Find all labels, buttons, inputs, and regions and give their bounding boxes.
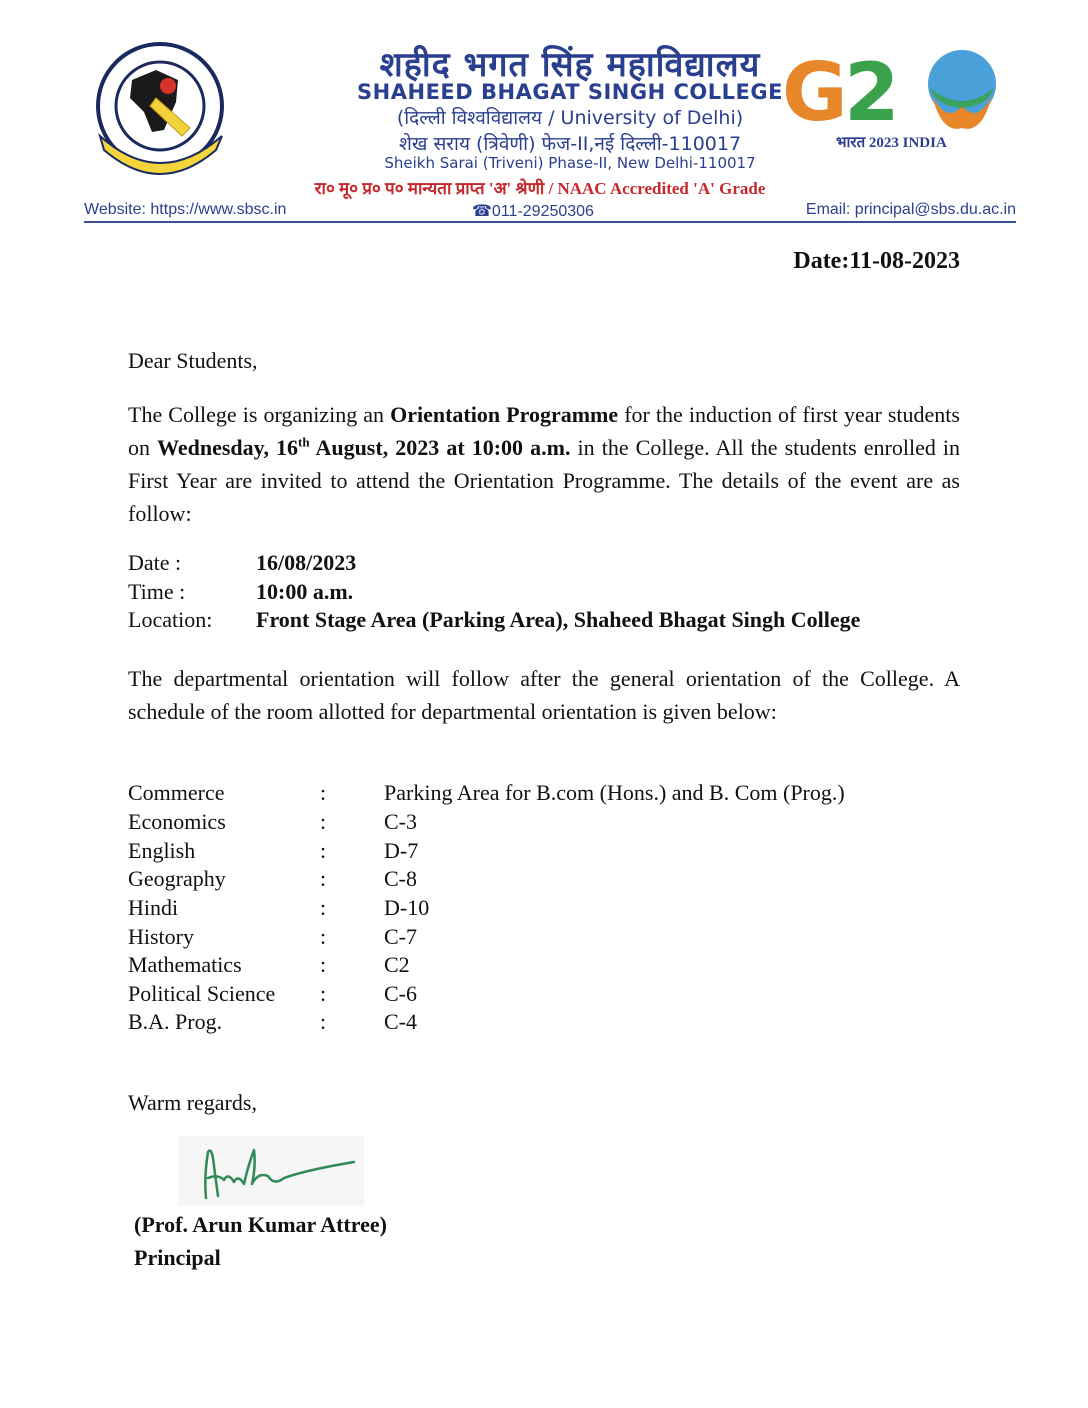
- event-location-row: [128, 607, 968, 636]
- room-allotted: C-8: [384, 866, 417, 891]
- event-time-row: [128, 579, 968, 608]
- room-allotted: C-4: [384, 1009, 417, 1034]
- signer-name: (Prof. Arun Kumar Attree): [134, 1212, 387, 1237]
- website-link[interactable]: Website: https://www.sbsc.in: [84, 201, 287, 218]
- department-name: Geography: [128, 866, 226, 891]
- room-allotted: D-10: [384, 895, 430, 920]
- event-time-value: 10:00 a.m.: [256, 579, 354, 604]
- event-date-value: 16/08/2023: [256, 550, 357, 575]
- department-name: Mathematics: [128, 952, 242, 977]
- room-allotted: D-7: [384, 838, 419, 863]
- contact-row: [84, 201, 1016, 223]
- schedule-row: Mathematics : C2: [128, 952, 410, 977]
- schedule-row: English : D-7: [128, 838, 419, 863]
- college-name-hindi: शहीद भगत सिंह महाविद्यालय: [379, 45, 761, 85]
- signature-image: [178, 1136, 364, 1206]
- department-name: B.A. Prog.: [128, 1009, 223, 1034]
- room-allotted: C2: [384, 952, 410, 977]
- room-allotted: C-3: [384, 809, 417, 834]
- department-name: Commerce: [128, 780, 225, 805]
- department-name: Hindi: [128, 895, 179, 920]
- accreditation-line: रा० मू० प्र० प० मान्यता प्राप्त 'अ' श्रेणी / NAAC Accredited 'A' Grade: [314, 179, 766, 198]
- signer-title: Principal: [134, 1245, 221, 1270]
- intro-paragraph: The College is organizing an Orientation Programme for the induction of first year students on Wednesday, 16th August, 2023 at 10:00 a.m. in the College. All the students enrolled in First Year are invited to attend the Orientation Programme. The details of the event are as follow:: [128, 402, 961, 526]
- event-date-row: [128, 550, 968, 579]
- schedule-intro-paragraph: The departmental orientation will follow after the general orientation of the College. A schedule of the room allotted for departmental orientation is given below:: [128, 666, 960, 724]
- letterhead-divider: [84, 221, 1016, 223]
- phone-number: ☎011-29250306: [472, 203, 594, 220]
- schedule-row: History : C-7: [128, 924, 417, 949]
- address-hindi: शेख सराय (त्रिवेणी) फेज-II,नई दिल्ली-110017: [398, 133, 742, 155]
- event-date-label: Date :: [128, 550, 182, 575]
- signatory-block: [134, 1208, 387, 1274]
- department-name: Economics: [128, 809, 226, 834]
- event-location-label: Location:: [128, 607, 213, 632]
- address-english: Sheikh Sarai (Triveni) Phase-II, New Delhi-110017: [384, 154, 756, 172]
- department-name: English: [128, 838, 196, 863]
- schedule-row: Geography : C-8: [128, 866, 417, 891]
- event-location-value: Front Stage Area (Parking Area), Shaheed Bhagat Singh College: [256, 607, 861, 632]
- schedule-row: Hindi : D-10: [128, 895, 430, 920]
- room-allotted: C-6: [384, 981, 417, 1006]
- college-name-english: SHAHEED BHAGAT SINGH COLLEGE: [357, 80, 783, 104]
- event-time-label: Time :: [128, 579, 186, 604]
- email-link[interactable]: Email: principal@sbs.du.ac.in: [805, 201, 1016, 218]
- g20-subtitle: भारत 2023 INDIA: [836, 135, 947, 151]
- svg-text:2: 2: [844, 46, 900, 139]
- university-affiliation: (दिल्ली विश्वविद्यालय / University of Delhi): [396, 107, 744, 129]
- department-name: History: [128, 924, 194, 949]
- schedule-row: B.A. Prog. : C-4: [128, 1009, 417, 1034]
- schedule-row: Political Science : C-6: [128, 981, 417, 1006]
- room-allotted: C-7: [384, 924, 417, 949]
- room-allotted: Parking Area for B.com (Hons.) and B. Com (Prog.): [384, 780, 845, 805]
- closing-line: Warm regards,: [128, 1090, 257, 1115]
- department-name: Political Science: [128, 981, 276, 1006]
- schedule-row: Economics : C-3: [128, 809, 417, 834]
- schedule-row: Commerce : Parking Area for B.com (Hons.) and B. Com (Prog.): [128, 780, 845, 805]
- svg-text:G: G: [782, 46, 848, 139]
- letter-date: Date:11-08-2023: [793, 248, 960, 274]
- salutation: Dear Students,: [128, 348, 258, 373]
